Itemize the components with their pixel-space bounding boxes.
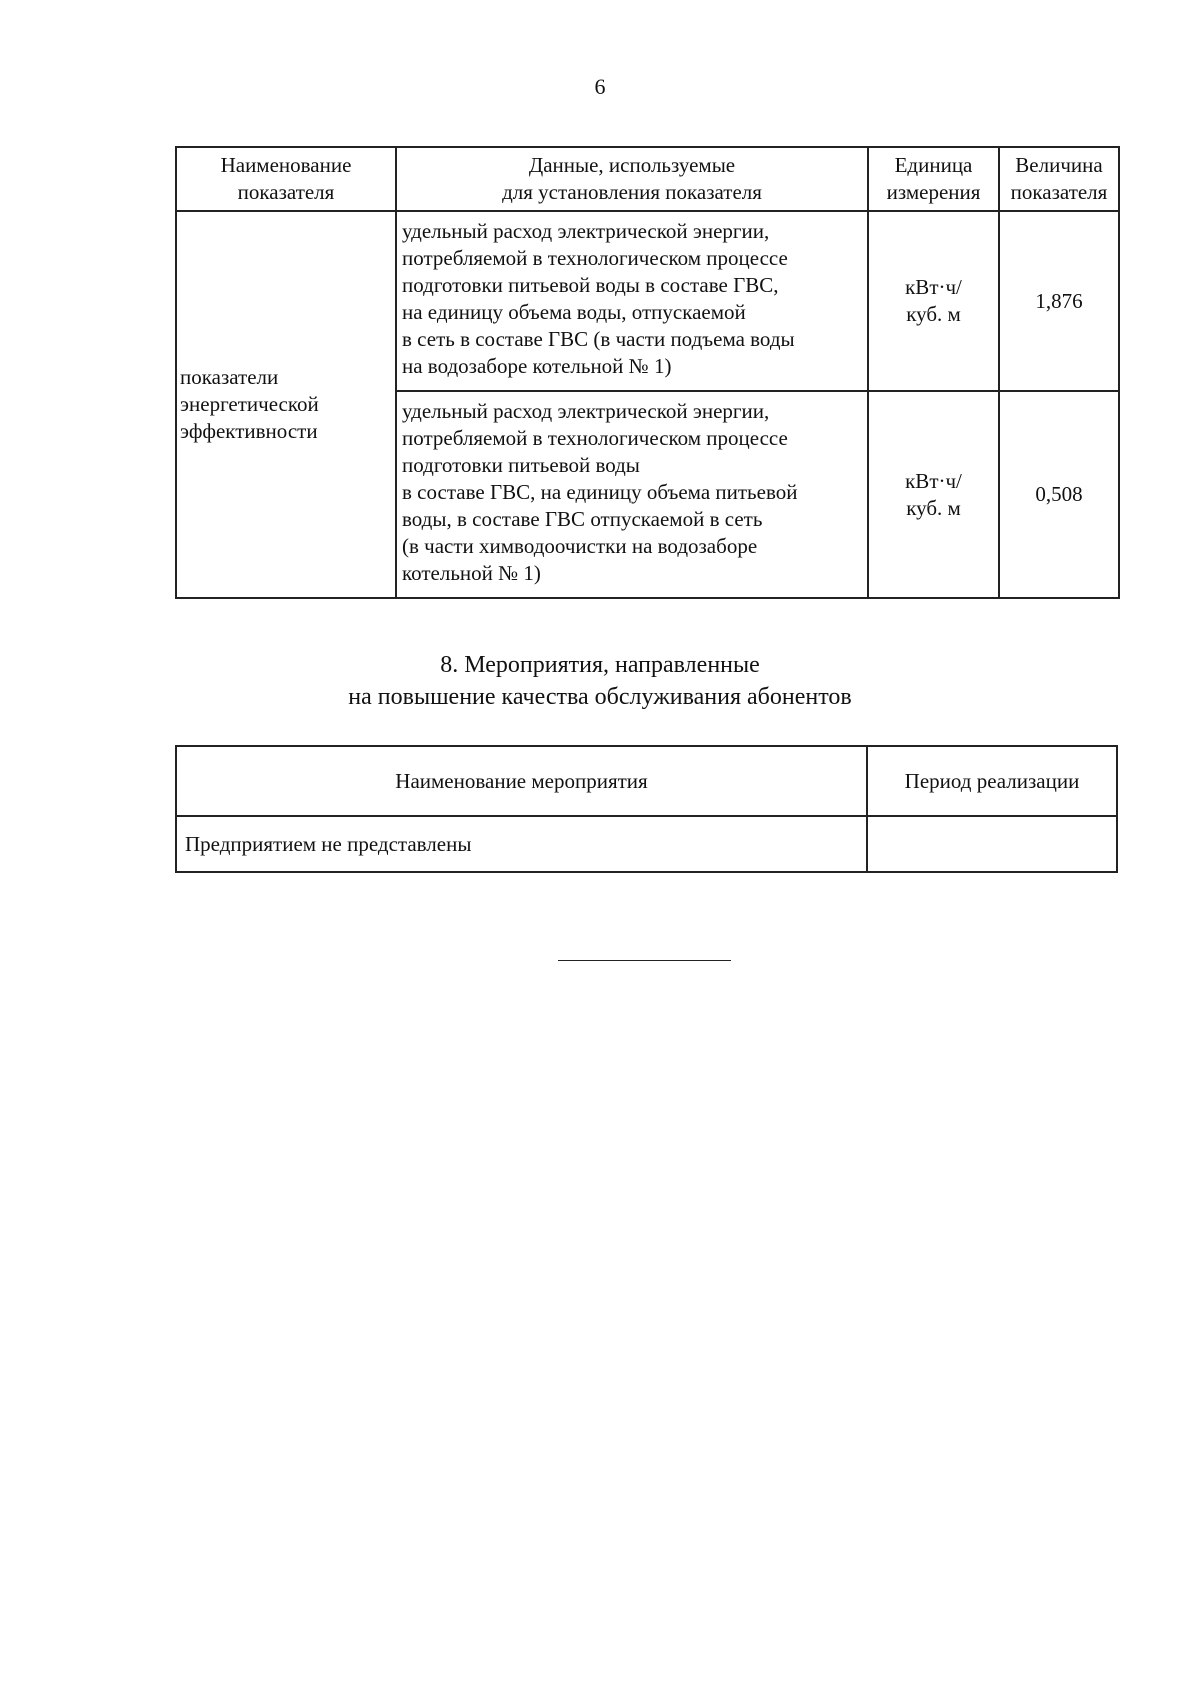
description-line: воды, в составе ГВС отпускаемой в сеть bbox=[402, 507, 763, 531]
indicator-value: 1,876 bbox=[999, 211, 1119, 391]
description-line: потребляемой в технологическом процессе bbox=[402, 246, 788, 270]
description-line: подготовки питьевой воды bbox=[402, 453, 640, 477]
indicator-description bbox=[396, 391, 868, 598]
description-line: в составе ГВС, на единицу объема питьевой bbox=[402, 480, 798, 504]
measure-name-cell: Предприятием не представлены bbox=[176, 816, 867, 872]
group-line: эффективности bbox=[180, 419, 318, 443]
description-line: подготовки питьевой воды в составе ГВС, bbox=[402, 273, 779, 297]
section-title bbox=[0, 649, 1200, 713]
header-indicator-name bbox=[176, 147, 396, 211]
unit-line: куб. м bbox=[906, 495, 961, 520]
indicators-table bbox=[175, 146, 1120, 599]
description-line: (в части химводоочистки на водозаборе bbox=[402, 534, 758, 558]
header-line: Единица bbox=[894, 153, 973, 177]
section-title-line: 8. Мероприятия, направленные bbox=[440, 652, 760, 678]
description-line: потребляемой в технологическом процессе bbox=[402, 426, 788, 450]
end-divider bbox=[558, 960, 731, 961]
indicators-header-row bbox=[176, 147, 1119, 211]
indicator-value: 0,508 bbox=[999, 391, 1119, 598]
section-title-line: на повышение качества обслуживания абонентов bbox=[348, 684, 852, 710]
table-row bbox=[176, 816, 1117, 872]
header-line: показателя bbox=[1010, 180, 1108, 204]
indicator-group-name bbox=[176, 211, 396, 598]
indicator-unit bbox=[868, 211, 999, 391]
unit-line: кВт·ч/ bbox=[905, 275, 962, 299]
description-line: котельной № 1) bbox=[402, 561, 541, 585]
group-line: показатели bbox=[180, 365, 279, 389]
header-line: Наименование bbox=[220, 153, 352, 177]
header-line: Данные, используемые bbox=[528, 153, 736, 177]
header-value bbox=[999, 147, 1119, 211]
header-line: показателя bbox=[237, 180, 335, 204]
measures-table bbox=[175, 745, 1118, 873]
indicator-unit bbox=[868, 391, 999, 598]
measures-header-row bbox=[176, 746, 1117, 816]
unit-line: кВт·ч/ bbox=[905, 468, 962, 493]
header-line: измерения bbox=[886, 180, 981, 204]
description-line: удельный расход электрической энергии, bbox=[402, 399, 770, 423]
header-line: Величина bbox=[1015, 153, 1103, 177]
indicator-description bbox=[396, 211, 868, 391]
page-number: 6 bbox=[594, 74, 606, 99]
header-measure-name: Наименование мероприятия bbox=[176, 746, 867, 816]
unit-line: куб. м bbox=[906, 302, 961, 326]
description-line: удельный расход электрической энергии, bbox=[402, 219, 770, 243]
header-period: Период реализации bbox=[867, 746, 1117, 816]
header-unit bbox=[868, 147, 999, 211]
header-line: для установления показателя bbox=[502, 180, 762, 204]
description-line: на единицу объема воды, отпускаемой bbox=[402, 300, 746, 324]
description-line: в сеть в составе ГВС (в части подъема воды bbox=[402, 327, 795, 351]
description-line: на водозаборе котельной № 1) bbox=[402, 354, 672, 378]
group-line: энергетической bbox=[180, 392, 319, 416]
table-row bbox=[176, 211, 1119, 391]
measure-period-cell bbox=[867, 816, 1117, 872]
header-data-used bbox=[396, 147, 868, 211]
